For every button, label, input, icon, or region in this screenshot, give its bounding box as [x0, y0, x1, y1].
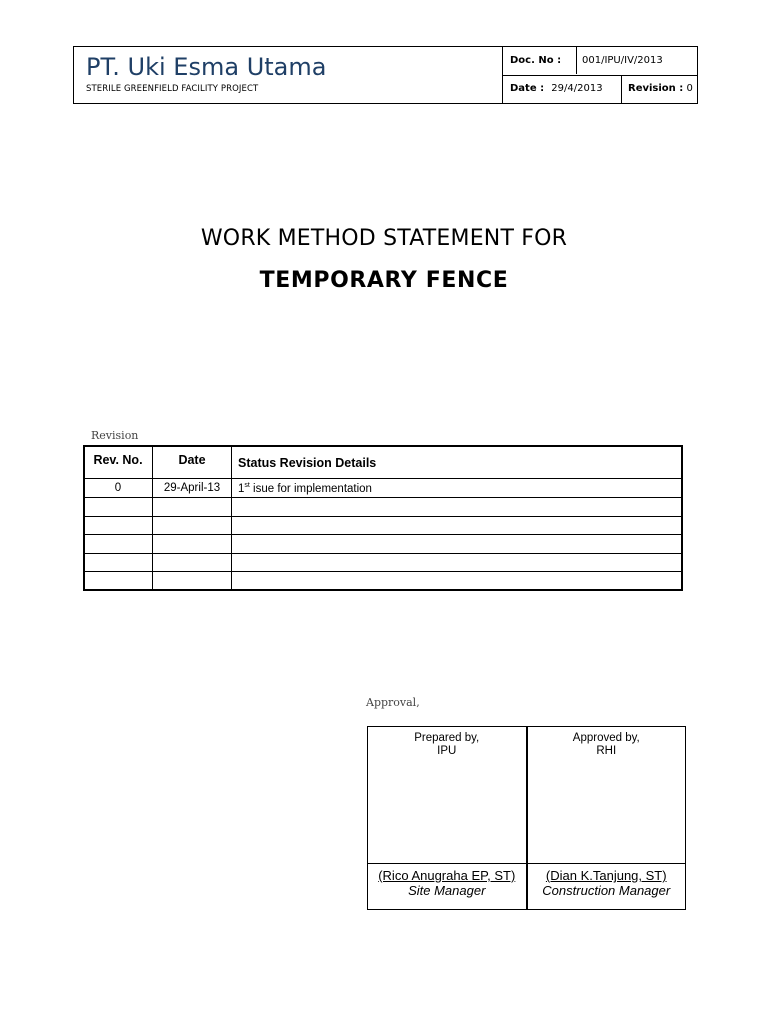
document-title-line2: TEMPORARY FENCE	[259, 268, 509, 293]
details-cell	[232, 498, 683, 517]
prepared-signature-cell	[368, 864, 527, 910]
column-header-details: Status Revision Details	[232, 446, 683, 479]
table-row	[84, 516, 683, 535]
prepared-by-heading: Prepared by,	[414, 732, 480, 744]
table-row	[84, 479, 683, 498]
document-title-line1: WORK METHOD STATEMENT FOR	[200, 226, 568, 251]
doc-no-value: 001/IPU/IV/2013	[582, 55, 663, 66]
details-ordinal-suffix: st	[244, 481, 250, 489]
approved-by-role: Construction Manager	[542, 883, 671, 898]
date-cell	[153, 553, 232, 572]
header-divider	[576, 47, 577, 74]
approval-signature-row	[368, 864, 686, 910]
rev-no-cell	[84, 572, 153, 591]
approved-signature-cell	[527, 864, 686, 910]
approval-heading-row	[368, 727, 686, 864]
table-row	[84, 553, 683, 572]
rev-no-cell	[84, 535, 153, 554]
date-cell	[153, 535, 232, 554]
prepared-by-name: (Rico Anugraha EP, ST)	[378, 868, 516, 883]
approval-table	[367, 726, 686, 910]
approval-section-label: Approval,	[366, 696, 420, 709]
details-cell	[232, 553, 683, 572]
rev-no-cell	[84, 516, 153, 535]
document-header	[73, 46, 698, 104]
date-value: 29/4/2013	[551, 83, 603, 94]
rev-no-cell	[84, 553, 153, 572]
date-label: Date :	[510, 83, 545, 94]
revision-label: Revision :	[628, 83, 684, 94]
details-cell	[232, 479, 683, 498]
revision-table-header	[84, 446, 683, 479]
doc-no-label: Doc. No :	[510, 55, 562, 66]
date-cell: 29-April-13	[153, 479, 232, 498]
prepared-by-org: IPU	[437, 745, 457, 757]
date-cell	[153, 572, 232, 591]
column-header-rev-no: Rev. No.	[84, 446, 153, 479]
prepared-by-role: Site Manager	[408, 883, 486, 898]
details-text: isue for implementation	[249, 482, 372, 495]
approved-by-name: (Dian K.Tanjung, ST)	[545, 868, 667, 883]
header-divider	[502, 75, 697, 76]
revision-table	[83, 445, 683, 591]
details-cell	[232, 535, 683, 554]
table-row	[84, 535, 683, 554]
company-name: PT. Uki Esma Utama	[86, 53, 327, 81]
approved-by-org: RHI	[596, 745, 617, 757]
details-cell	[232, 572, 683, 591]
column-header-date: Date	[153, 446, 232, 479]
prepared-by-cell	[368, 727, 527, 864]
project-name: STERILE GREENFIELD FACILITY PROJECT	[86, 84, 259, 94]
details-ordinal: 1	[238, 482, 245, 495]
revision-section-label: Revision	[91, 429, 139, 442]
revision-value: 0	[686, 83, 693, 94]
approved-by-heading: Approved by,	[572, 732, 640, 744]
table-row	[84, 498, 683, 517]
rev-no-cell	[84, 498, 153, 517]
approved-by-cell	[527, 727, 686, 864]
header-divider	[621, 75, 622, 103]
details-cell	[232, 516, 683, 535]
table-row	[84, 572, 683, 591]
date-cell	[153, 498, 232, 517]
rev-no-cell: 0	[84, 479, 153, 498]
date-cell	[153, 516, 232, 535]
